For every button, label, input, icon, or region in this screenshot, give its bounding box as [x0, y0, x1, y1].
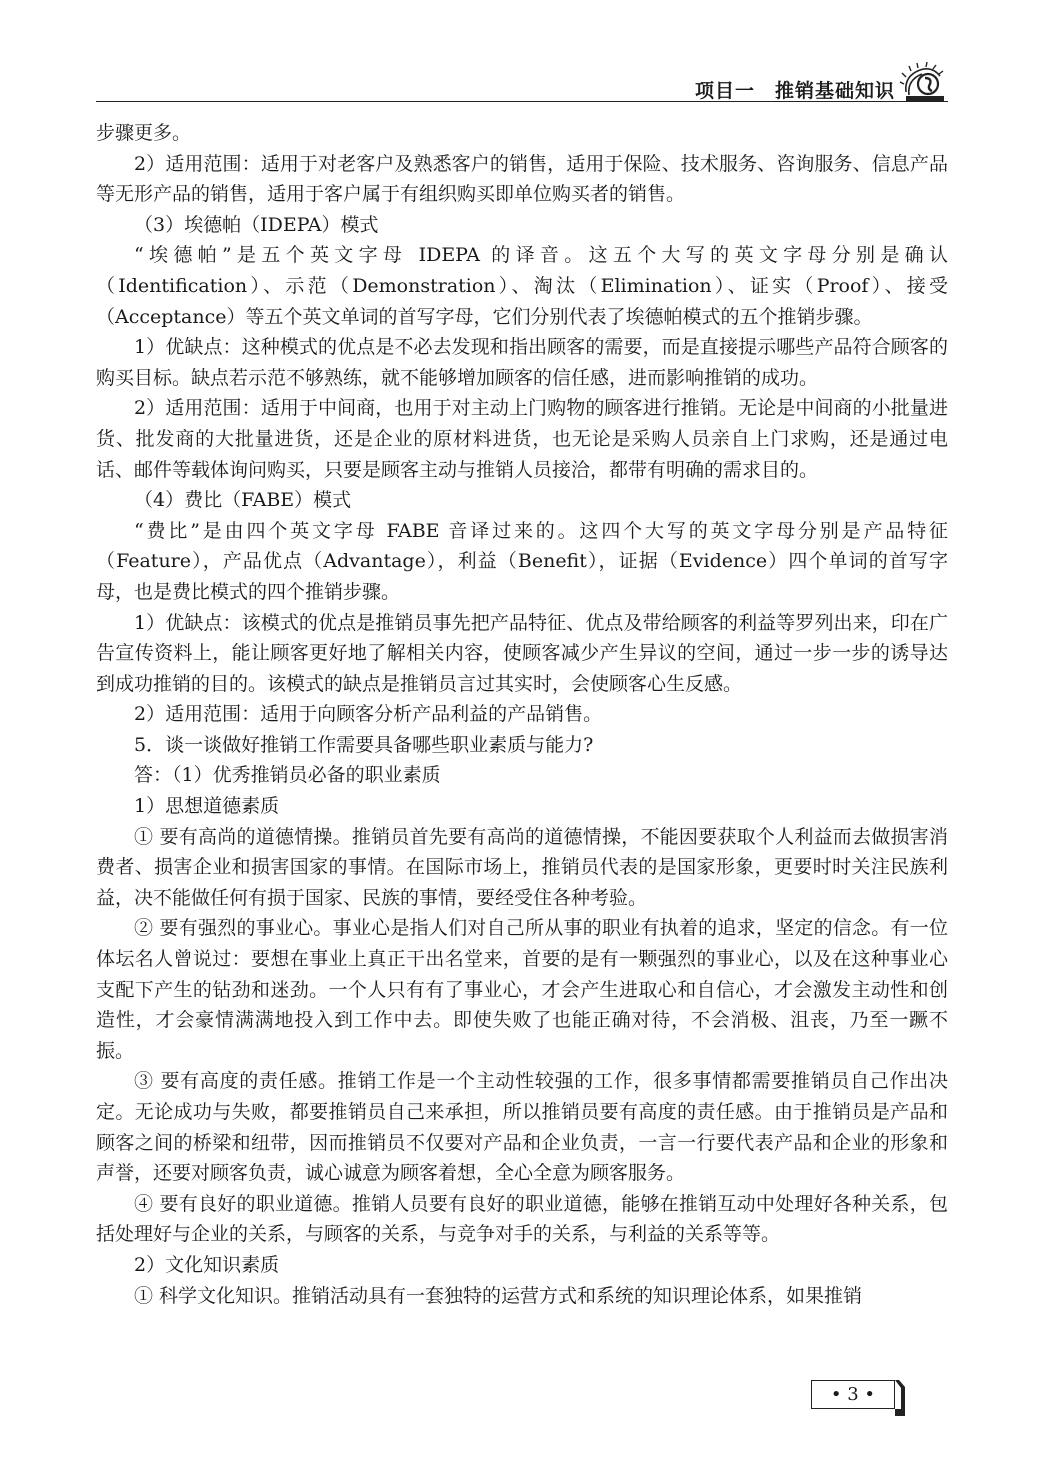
paragraph: “埃德帕”是五个英文字母 IDEPA 的译音。这五个大写的英文字母分别是确认（Identification）、示范（Demonstration）、淘汰（Elimination）、证实（Proof）、接受（Acceptance）等五个英文单词的首写字母，它们分别代表了埃德帕模式的五个推销步骤。: [96, 244, 948, 328]
subsection-heading: 2）文化知识素质: [134, 1253, 280, 1276]
paragraph: 2）适用范围：适用于对老客户及熟悉客户的销售，适用于保险、技术服务、咨询服务、信息产品等无形产品的销售，适用于客户属于有组织购买即单位购买者的销售。: [96, 152, 948, 206]
publisher-logo-icon: [898, 62, 948, 104]
paragraph: ③ 要有高度的责任感。推销工作是一个主动性较强的工作，很多事情都需要推销员自己作出决定。无论成功与失败，都要推销员自己来承担，所以推销员要有高度的责任感。由于推销员是产品和顾客之间的桥梁和纽带，因而推销员不仅要对产品和企业负责，一言一行要代表产品和企业的形象和声誉，还要对顾客负责，诚心诚意为顾客着想，全心全意为顾客服务。: [96, 1070, 948, 1185]
paragraph: 1）优缺点：该模式的优点是推销员事先把产品特征、优点及带给顾客的利益等罗列出来，印在广告宣传资料上，能让顾客更好地了解相关内容，使顾客减少产生异议的空间，通过一步一步的诱导达到成功推销的目的。该模式的缺点是推销员言过其实时，会使顾客心生反感。: [96, 611, 948, 695]
body-text: [96, 118, 948, 1311]
question: 5．谈一谈做好推销工作需要具备哪些职业素质与能力?: [134, 733, 594, 756]
subsection-heading: （3）埃德帕（IDEPA）模式: [134, 213, 379, 236]
page-corner-decoration: [895, 1380, 905, 1416]
paragraph: 步骤更多。: [96, 122, 192, 144]
page-number: • 3 •: [811, 1380, 895, 1409]
paragraph: ④ 要有良好的职业道德。推销人员要有良好的职业道德，能够在推销互动中处理好各种关系，包括处理好与企业的关系，与顾客的关系，与竞争对手的关系，与利益的关系等等。: [96, 1192, 948, 1246]
paragraph: ① 要有高尚的道德情操。推销员首先要有高尚的道德情操，不能因要获取个人利益而去做损害消费者、损害企业和损害国家的事情。在国际市场上，推销员代表的是国家形象，更要时时关注民族利益，决不能做任何有损于国家、民族的事情，要经受住各种考验。: [96, 825, 948, 909]
answer-heading: 答：（1）优秀推销员必备的职业素质: [134, 764, 441, 787]
paragraph: ② 要有强烈的事业心。事业心是指人们对自己所从事的职业有执着的追求，坚定的信念。有一位体坛名人曾说过：要想在事业上真正干出名堂来，首要的是有一颗强烈的事业心，以及在这种事业心支配下产生的钻劲和迷劲。一个人只有有了事业心，才会产生进取心和自信心，才会激发主动性和创造性，才会豪情满满地投入到工作中去。即使失败了也能正确对待，不会消极、沮丧，乃至一蹶不振。: [96, 917, 948, 1062]
paragraph: 2）适用范围：适用于中间商，也用于对主动上门购物的顾客进行推销。无论是中间商的小批量进货、批发商的大批量进货，还是企业的原材料进货，也无论是采购人员亲自上门求购，还是通过电话、邮件等载体询问购买，只要是顾客主动与推销人员接洽，都带有明确的需求目的。: [96, 397, 948, 481]
running-header-title: 项目一 推销基础知识: [694, 80, 895, 102]
paragraph: ① 科学文化知识。推销活动具有一套独特的运营方式和系统的知识理论体系，如果推销: [134, 1284, 863, 1307]
header-rule: [96, 101, 948, 102]
paragraph: 1）优缺点：这种模式的优点是不必去发现和指出顾客的需要，而是直接提示哪些产品符合顾客的购买目标。缺点若示范不够熟练，就不能够增加顾客的信任感，进而影响推销的成功。: [96, 336, 948, 389]
paragraph: “费比”是由四个英文字母 FABE 音译过来的。这四个大写的英文字母分别是产品特征（Feature），产品优点（Advantage），利益（Benefit），证据（Evidence）四个单词的首写字母，也是费比模式的四个推销步骤。: [96, 519, 948, 603]
subsection-heading: （4）费比（FABE）模式: [134, 489, 352, 512]
subsection-heading: 1）思想道德素质: [134, 795, 280, 818]
paragraph: 2）适用范围：适用于向顾客分析产品利益的产品销售。: [134, 703, 603, 726]
